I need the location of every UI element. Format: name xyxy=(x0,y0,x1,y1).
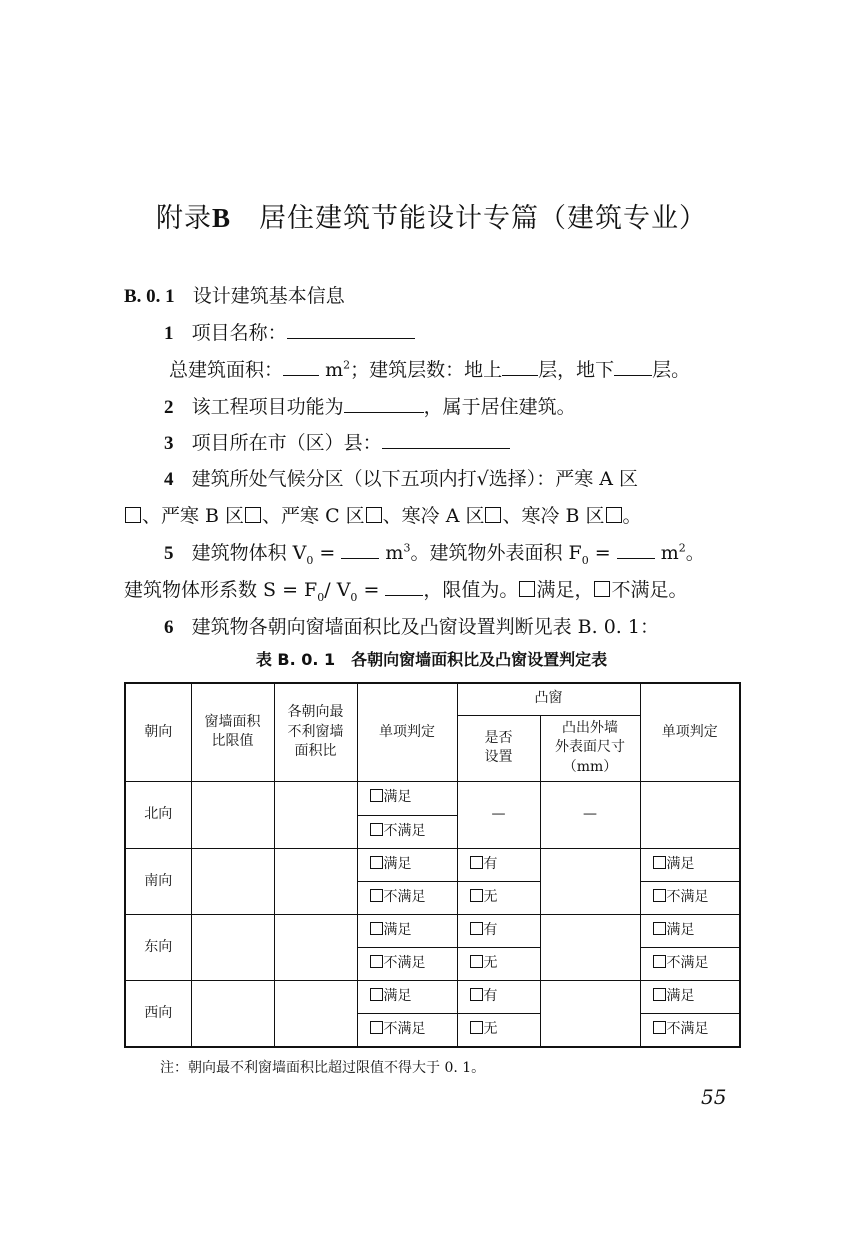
checkbox[interactable] xyxy=(470,856,483,869)
checkbox[interactable] xyxy=(653,889,666,902)
header-bay: 凸窗 xyxy=(457,683,640,715)
row-west-nok[interactable] xyxy=(357,1014,457,1047)
checkbox[interactable] xyxy=(370,789,383,802)
shape-ok-label: 满足， xyxy=(536,579,594,601)
header-set xyxy=(457,715,540,781)
header-size-l1: 凸出外墙 xyxy=(562,719,618,736)
row-east-nok2[interactable] xyxy=(640,948,740,981)
function-blank xyxy=(344,394,424,413)
item-3 xyxy=(164,428,510,455)
row-east-yes[interactable] xyxy=(457,915,540,948)
row-west-yes[interactable] xyxy=(457,981,540,1014)
item-6-number: 6 xyxy=(164,617,174,638)
ok-label: 满足 xyxy=(383,789,412,806)
ok-label: 满足 xyxy=(383,922,412,939)
title-prefix: 附录 xyxy=(155,203,212,234)
row-south-no[interactable] xyxy=(457,881,540,914)
checkbox[interactable] xyxy=(653,856,666,869)
item-5-number: 5 xyxy=(164,543,174,564)
row-east-ok2[interactable] xyxy=(640,915,740,948)
row-west-limit[interactable] xyxy=(191,981,274,1047)
item-1 xyxy=(164,318,415,345)
shape-eq: = xyxy=(357,579,386,601)
limit-label: ，限值为。 xyxy=(423,579,519,601)
nok2-label: 不满足 xyxy=(666,889,709,906)
surface-label: 。建筑物外表面积 F xyxy=(410,542,582,564)
ok2-label: 满足 xyxy=(666,922,695,939)
item-5-shape-line xyxy=(124,575,687,604)
shape-label: 建筑物体形系数 S = F xyxy=(124,579,318,601)
row-east-nok[interactable] xyxy=(357,948,457,981)
row-east-dir: 东向 xyxy=(125,915,191,981)
checkbox[interactable] xyxy=(470,988,483,1001)
header-set-l2: 设置 xyxy=(484,749,513,766)
section-number: B. 0. 1 xyxy=(124,286,175,307)
surface-blank xyxy=(617,540,655,559)
header-worst-l3: 面积比 xyxy=(294,743,337,760)
checkbox[interactable] xyxy=(653,1021,666,1034)
table-row xyxy=(125,848,740,881)
header-size xyxy=(540,715,640,781)
shape-sub1: 0 xyxy=(317,590,325,604)
zone-c-checkbox[interactable] xyxy=(366,507,382,523)
checkbox[interactable] xyxy=(470,922,483,935)
nok2-label: 不满足 xyxy=(666,1021,709,1038)
row-east-limit[interactable] xyxy=(191,915,274,981)
nok-label: 不满足 xyxy=(383,823,426,840)
page-number: 55 xyxy=(701,1085,727,1109)
row-south-dir: 南向 xyxy=(125,848,191,914)
row-north-nok[interactable] xyxy=(357,815,457,848)
nok-label: 不满足 xyxy=(383,889,426,906)
shape-nok-label: 不满足。 xyxy=(611,579,688,601)
table-row xyxy=(125,915,740,948)
checkbox[interactable] xyxy=(370,1021,383,1034)
cold-b-checkbox[interactable] xyxy=(606,507,622,523)
header-judge2: 单项判定 xyxy=(640,683,740,781)
row-south-worst[interactable] xyxy=(274,848,357,914)
yes-label: 有 xyxy=(483,856,498,873)
row-south-nok2[interactable] xyxy=(640,881,740,914)
header-orientation: 朝向 xyxy=(125,683,191,781)
row-north-size: — xyxy=(540,781,640,848)
cold-b-label: 、寒冷 B 区 xyxy=(502,505,605,527)
row-east-size[interactable] xyxy=(540,915,640,981)
shape-blank xyxy=(385,577,423,596)
surface-unit: m xyxy=(654,542,679,564)
row-east-no[interactable] xyxy=(457,948,540,981)
floors-above-blank xyxy=(502,357,538,376)
zone-b-label: 、严寒 B 区 xyxy=(142,505,245,527)
row-west-ok[interactable] xyxy=(357,981,457,1014)
project-name-blank xyxy=(287,320,415,339)
zone-c-label: 、严寒 C 区 xyxy=(262,505,365,527)
item-2-number: 2 xyxy=(164,397,174,418)
checkbox[interactable] xyxy=(370,856,383,869)
row-east-ok[interactable] xyxy=(357,915,457,948)
item-2-label: 该工程项目功能为 xyxy=(191,396,344,418)
checkbox[interactable] xyxy=(370,889,383,902)
section-heading xyxy=(124,281,345,308)
volume-sub: 0 xyxy=(306,553,314,567)
checkbox[interactable] xyxy=(653,922,666,935)
surface-eq: = xyxy=(588,542,617,564)
checkbox[interactable] xyxy=(370,988,383,1001)
row-north-ok[interactable] xyxy=(357,781,457,815)
item-4-options xyxy=(124,501,642,528)
checkbox[interactable] xyxy=(470,889,483,902)
checkbox[interactable] xyxy=(370,823,383,836)
item-3-number: 3 xyxy=(164,433,174,454)
section-text: 设计建筑基本信息 xyxy=(192,285,345,307)
table-row xyxy=(125,981,740,1014)
header-size-l2: 外表面尺寸 xyxy=(555,739,625,756)
checkbox[interactable] xyxy=(653,955,666,968)
header-set-l1: 是否 xyxy=(484,729,513,746)
area-unit-sup: 2 xyxy=(343,358,351,372)
header-limit-l1: 窗墙面积 xyxy=(204,713,261,730)
shape-div: / V xyxy=(324,579,351,601)
row-west-size[interactable] xyxy=(540,981,640,1047)
row-west-worst[interactable] xyxy=(274,981,357,1047)
item-1-label: 项目名称： xyxy=(191,322,287,344)
table-note: 注：朝向最不利窗墙面积比超过限值不得大于 0. 1。 xyxy=(160,1060,486,1076)
header-judge1: 单项判定 xyxy=(357,683,457,781)
surface-sub: 0 xyxy=(581,553,589,567)
title-letter: B xyxy=(211,203,231,233)
volume-unit-sup: 3 xyxy=(403,541,411,555)
zone-a-checkbox[interactable] xyxy=(125,507,141,523)
checkbox[interactable] xyxy=(653,988,666,1001)
item-4-label: 建筑所处气候分区（以下五项内打√选择）：严寒 A 区 xyxy=(191,468,639,490)
shape-sub2: 0 xyxy=(350,590,358,604)
row-north-limit[interactable] xyxy=(191,781,274,848)
window-wall-ratio-table xyxy=(124,682,741,1048)
area-unit: m xyxy=(325,359,344,381)
row-south-limit[interactable] xyxy=(191,848,274,914)
header-limit-l2: 比限值 xyxy=(211,733,254,750)
row-west-dir: 西向 xyxy=(125,981,191,1047)
row-west-no[interactable] xyxy=(457,1014,540,1047)
row-west-nok2[interactable] xyxy=(640,1014,740,1047)
item-1-area-line xyxy=(169,355,690,382)
nok-label: 不满足 xyxy=(383,955,426,972)
row-west-ok2[interactable] xyxy=(640,981,740,1014)
shape-nok-checkbox[interactable] xyxy=(594,581,610,597)
yes-label: 有 xyxy=(483,988,498,1005)
shape-ok-checkbox[interactable] xyxy=(519,581,535,597)
floors-label: ；建筑层数：地上 xyxy=(350,359,503,381)
cold-a-checkbox[interactable] xyxy=(485,507,501,523)
row-south-ok[interactable] xyxy=(357,848,457,881)
row-south-nok[interactable] xyxy=(357,881,457,914)
row-north-worst[interactable] xyxy=(274,781,357,848)
item-4-number: 4 xyxy=(164,469,174,490)
floors-below-label: 层，地下 xyxy=(538,359,615,381)
volume-blank xyxy=(341,540,379,559)
ok-label: 满足 xyxy=(383,856,412,873)
row-north-dir: 北向 xyxy=(125,781,191,848)
header-worst-l2: 不利窗墙 xyxy=(287,723,344,740)
county-blank xyxy=(382,430,510,449)
checkbox[interactable] xyxy=(370,955,383,968)
options-end: 。 xyxy=(622,505,642,527)
floors-below-blank xyxy=(614,357,652,376)
header-size-l3: （mm） xyxy=(562,758,618,775)
no-label: 无 xyxy=(483,955,498,972)
ok-label: 满足 xyxy=(383,988,412,1005)
no-label: 无 xyxy=(483,889,498,906)
surface-unit-sup: 2 xyxy=(678,541,686,555)
item-4 xyxy=(164,464,638,491)
checkbox[interactable] xyxy=(370,922,383,935)
header-limit xyxy=(191,683,274,781)
item-2-suffix: ，属于居住建筑。 xyxy=(423,396,576,418)
surface-end: 。 xyxy=(685,542,705,564)
table-caption: 表 B. 0. 1 各朝向窗墙面积比及凸窗设置判定表 xyxy=(255,650,608,669)
item-1-number: 1 xyxy=(164,323,174,344)
no-label: 无 xyxy=(483,1021,498,1038)
nok-label: 不满足 xyxy=(383,1021,426,1038)
row-north-set: — xyxy=(457,781,540,848)
total-area-label: 总建筑面积： xyxy=(169,359,284,381)
yes-label: 有 xyxy=(483,922,498,939)
floors-end: 层。 xyxy=(652,359,691,381)
row-east-worst[interactable] xyxy=(274,915,357,981)
row-south-yes[interactable] xyxy=(457,848,540,881)
volume-label: 建筑物体积 V xyxy=(191,542,307,564)
header-worst-l1: 各朝向最 xyxy=(287,703,344,720)
appendix-title xyxy=(0,196,863,235)
checkbox[interactable] xyxy=(470,1021,483,1034)
header-worst xyxy=(274,683,357,781)
ok2-label: 满足 xyxy=(666,856,695,873)
title-text: 居住建筑节能设计专篇（建筑专业） xyxy=(259,203,707,234)
ok2-label: 满足 xyxy=(666,988,695,1005)
checkbox[interactable] xyxy=(470,955,483,968)
zone-b-checkbox[interactable] xyxy=(245,507,261,523)
row-south-size[interactable] xyxy=(540,848,640,914)
item-5 xyxy=(164,538,705,567)
volume-eq: = xyxy=(313,542,342,564)
volume-unit: m xyxy=(379,542,404,564)
total-area-blank xyxy=(283,357,319,376)
item-6 xyxy=(164,612,659,639)
item-3-label: 项目所在市（区）县： xyxy=(191,432,382,454)
row-north-judge2[interactable] xyxy=(640,781,740,848)
table-row xyxy=(125,781,740,815)
item-6-label: 建筑物各朝向窗墙面积比及凸窗设置判断见表 B. 0. 1： xyxy=(191,616,659,638)
cold-a-label: 、寒冷 A 区 xyxy=(382,505,485,527)
item-2 xyxy=(164,392,576,419)
nok2-label: 不满足 xyxy=(666,955,709,972)
row-south-ok2[interactable] xyxy=(640,848,740,881)
